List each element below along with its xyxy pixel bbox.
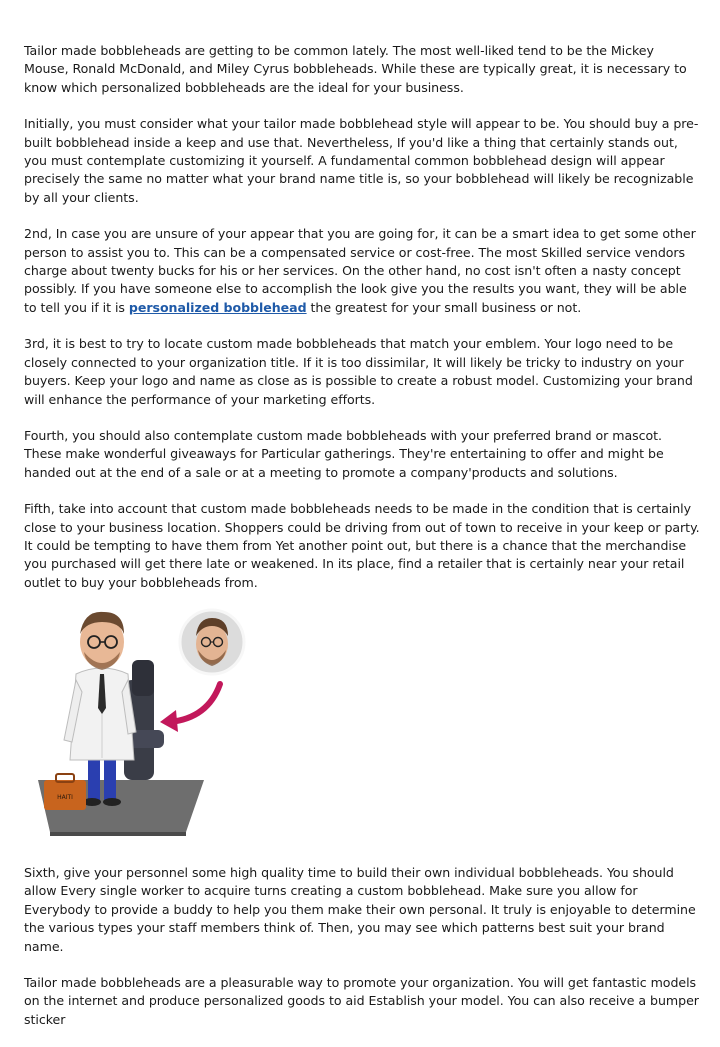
document-body xyxy=(24,42,700,610)
paragraph-fifth: Fifth, take into account that custom made bobbleheads needs to be made in the condition that is certainly close to your business location. Shoppers could be driving from out of town to receive in your keep or party. It could be tempting to have them from Yet another point out, but there is a chance that the merchandise you purchased will get there late or weakened. In its place, find a retailer that is certainly near your retail outlet to buy your bobbleheads from. xyxy=(24,501,700,590)
personalized-bobblehead-link[interactable]: personalized bobblehead xyxy=(128,299,307,315)
paragraph-sixth: Sixth, give your personnel some high quality time to build their own individual bobbleheads. You should allow Every single worker to acquire turns creating a custom bobblehead. Make sure you allow for Everybody to provide a buddy to help you them make their own personal. It truly is enjoyable to determine the various types your staff members think of. Then, you may see which patterns best suit your brand name. xyxy=(24,865,696,954)
bobblehead-product-image xyxy=(24,600,264,840)
paragraph-second-text: 2nd, In case you are unsure of your appear that you are going for, it can be a smart idea to get some other person to assist you to. This can be a compensated service or cost-free. The most Skilled service vendors charge about twenty bucks for his or her services. On the other hand, no cost isn't often a nasty concept possibly. If you have someone else to accomplish the look give you the results you want, they will be able to tell you if it is xyxy=(24,226,696,315)
paragraph-intro: Tailor made bobbleheads are getting to be common lately. The most well-liked tend to be the Mickey Mouse, Ronald McDonald, and Miley Cyrus bobbleheads. While these are typically great, it is necessary to know which personalized bobbleheads are the ideal for your business. xyxy=(24,43,687,95)
paragraph-closing: Tailor made bobbleheads are a pleasurable way to promote your organization. You will get fantastic models on the internet and produce personalized goods to aid Establish your model. You can also receive a bumper sticker xyxy=(24,975,699,1027)
briefcase-label: HAITI xyxy=(57,794,73,801)
paragraph-second xyxy=(24,225,700,317)
paragraph-second-tail: the greatest for your small business or not. xyxy=(306,299,582,315)
paragraph-third: 3rd, it is best to try to locate custom made bobbleheads that match your emblem. Your logo need to be closely connected to your organization title. If it is too dissimilar, It will likely be tricky to industry on your buyers. Keep your logo and name as close as is possible to create a robust model. Customizing your brand will enhance the performance of your marketing efforts. xyxy=(24,336,693,407)
paragraph-first: Initially, you must consider what your tailor made bobblehead style will appear to be. You should buy a pre-built bobblehead inside a keep and use that. Nevertheless, If you'd like a thing that certainly stands out, you must contemplate customizing it yourself. A fundamental common bobblehead design will appear precisely the same no matter what your brand name title is, so your bobblehead will likely be recognizable by all your clients. xyxy=(24,116,699,205)
paragraph-fourth: Fourth, you should also contemplate custom made bobbleheads with your preferred brand or mascot. These make wonderful giveaways for Particular gatherings. They're entertaining to offer and might be handed out at the end of a sale or at a meeting to promote a company'products and solutions. xyxy=(24,427,664,480)
document-body-continued xyxy=(24,864,700,1047)
pointer-arrow xyxy=(170,684,220,722)
